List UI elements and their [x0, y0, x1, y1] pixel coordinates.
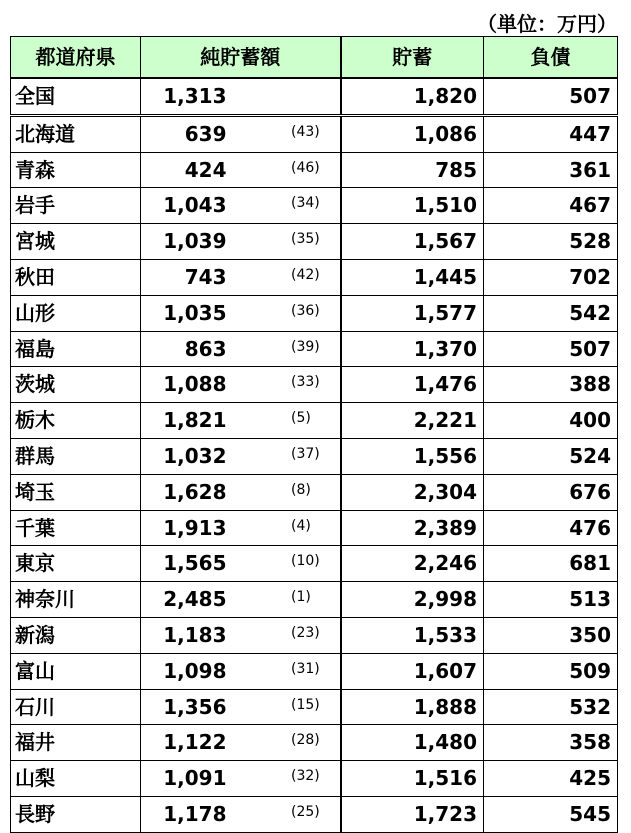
- debt-value: 388: [484, 367, 618, 403]
- national-net-cell: [141, 78, 341, 115]
- debt-value: 358: [484, 725, 618, 761]
- pref-name: 石川: [11, 689, 141, 725]
- net-cell: [141, 295, 341, 331]
- pref-name: 秋田: [11, 259, 141, 295]
- pref-name: 富山: [11, 653, 141, 689]
- table-row: [11, 152, 618, 188]
- table-row: [11, 188, 618, 224]
- net-cell: [141, 653, 341, 689]
- savings-value: 1,607: [341, 653, 484, 689]
- net-cell: [141, 438, 341, 474]
- debt-value: 400: [484, 403, 618, 439]
- debt-value: 350: [484, 617, 618, 653]
- net-rank: ( 4 ): [291, 509, 311, 544]
- net-value: 1,035: [163, 300, 227, 325]
- header-pref: 都道府県: [11, 37, 141, 79]
- national-debt: 507: [484, 78, 618, 115]
- table-row: [11, 474, 618, 510]
- table-row: [11, 510, 618, 546]
- net-rank: ( 37 ): [291, 437, 320, 472]
- net-cell: [141, 188, 341, 224]
- pref-name: 神奈川: [11, 582, 141, 618]
- header-debt: 負債: [484, 37, 618, 79]
- table-row: [11, 259, 618, 295]
- national-name: 全国: [11, 78, 141, 115]
- net-rank: ( 33 ): [291, 365, 320, 400]
- net-cell: [141, 546, 341, 582]
- table-row: [11, 115, 618, 152]
- pref-name: 山形: [11, 295, 141, 331]
- net-rank: ( 32 ): [291, 759, 320, 794]
- net-value: 1,098: [163, 658, 227, 683]
- debt-value: 681: [484, 546, 618, 582]
- pref-name: 福井: [11, 725, 141, 761]
- net-value: 424: [184, 157, 227, 182]
- debt-value: 532: [484, 689, 618, 725]
- pref-name: 群馬: [11, 438, 141, 474]
- net-value: 1,039: [163, 229, 227, 254]
- savings-value: 1,476: [341, 367, 484, 403]
- net-value: 743: [184, 264, 227, 289]
- savings-value: 1,888: [341, 689, 484, 725]
- national-savings: 1,820: [341, 78, 484, 115]
- net-cell: [141, 689, 341, 725]
- net-value: 1,565: [163, 551, 227, 576]
- debt-value: 361: [484, 152, 618, 188]
- unit-note: （単位：万円）: [477, 12, 617, 36]
- savings-value: 1,556: [341, 438, 484, 474]
- net-cell: [141, 403, 341, 439]
- savings-value: 1,370: [341, 331, 484, 367]
- net-rank: ( 31 ): [291, 652, 320, 687]
- debt-value: 545: [484, 796, 618, 832]
- net-value: 639: [184, 121, 227, 146]
- table-row: [11, 617, 618, 653]
- debt-value: 509: [484, 653, 618, 689]
- header-row: [11, 37, 618, 79]
- pref-name: 岩手: [11, 188, 141, 224]
- net-value: 1,183: [163, 622, 227, 647]
- pref-name: 青森: [11, 152, 141, 188]
- net-value: 1,122: [163, 730, 227, 755]
- net-value: 1,043: [163, 193, 227, 218]
- savings-value: 2,389: [341, 510, 484, 546]
- savings-value: 1,510: [341, 188, 484, 224]
- net-cell: [141, 259, 341, 295]
- debt-value: 528: [484, 224, 618, 260]
- net-rank: ( 10 ): [291, 544, 320, 579]
- debt-value: 447: [484, 115, 618, 152]
- savings-value: 1,723: [341, 796, 484, 832]
- savings-value: 1,086: [341, 115, 484, 152]
- debt-value: 476: [484, 510, 618, 546]
- pref-name: 北海道: [11, 115, 141, 152]
- pref-name: 茨城: [11, 367, 141, 403]
- debt-value: 507: [484, 331, 618, 367]
- net-value: 1,088: [163, 372, 227, 397]
- header-net: 純貯蓄額: [141, 37, 341, 79]
- net-value: 1,178: [163, 801, 227, 826]
- table-row: [11, 546, 618, 582]
- net-rank: ( 28 ): [291, 723, 320, 758]
- national-net: 1,313: [163, 84, 227, 108]
- debt-value: 542: [484, 295, 618, 331]
- table-row: [11, 796, 618, 832]
- pref-name: 栃木: [11, 403, 141, 439]
- net-rank: ( 1 ): [291, 580, 311, 615]
- table-row: [11, 295, 618, 331]
- table-row: [11, 582, 618, 618]
- net-value: 2,485: [163, 587, 227, 612]
- debt-value: 467: [484, 188, 618, 224]
- savings-value: 1,533: [341, 617, 484, 653]
- debt-value: 513: [484, 582, 618, 618]
- pref-name: 長野: [11, 796, 141, 832]
- net-cell: [141, 115, 341, 152]
- net-cell: [141, 224, 341, 260]
- table-row: [11, 367, 618, 403]
- savings-value: 1,577: [341, 295, 484, 331]
- net-cell: [141, 152, 341, 188]
- savings-value: 1,567: [341, 224, 484, 260]
- savings-value: 1,445: [341, 259, 484, 295]
- debt-value: 676: [484, 474, 618, 510]
- net-value: 1,091: [163, 766, 227, 791]
- net-value: 1,356: [163, 694, 227, 719]
- pref-name: 新潟: [11, 617, 141, 653]
- table-row: [11, 653, 618, 689]
- savings-value: 1,516: [341, 761, 484, 797]
- table-row: [11, 689, 618, 725]
- net-value: 1,821: [163, 408, 227, 433]
- net-rank: ( 35 ): [291, 222, 320, 257]
- pref-name: 山梨: [11, 761, 141, 797]
- net-cell: [141, 725, 341, 761]
- debt-value: 702: [484, 259, 618, 295]
- table-row: [11, 761, 618, 797]
- savings-value: 2,246: [341, 546, 484, 582]
- net-value: 1,628: [163, 479, 227, 504]
- pref-name: 福島: [11, 331, 141, 367]
- savings-table: [10, 36, 618, 833]
- net-rank: ( 5 ): [291, 401, 311, 436]
- savings-value: 2,304: [341, 474, 484, 510]
- savings-value: 2,998: [341, 582, 484, 618]
- net-cell: [141, 331, 341, 367]
- net-cell: [141, 761, 341, 797]
- debt-value: 425: [484, 761, 618, 797]
- net-rank: ( 42 ): [291, 258, 320, 293]
- savings-value: 785: [341, 152, 484, 188]
- net-rank: ( 43 ): [291, 115, 320, 150]
- net-cell: [141, 617, 341, 653]
- net-rank: ( 46 ): [291, 151, 320, 186]
- table-row: [11, 403, 618, 439]
- net-value: 1,913: [163, 515, 227, 540]
- net-value: 863: [184, 336, 227, 361]
- table-row: [11, 224, 618, 260]
- pref-name: 埼玉: [11, 474, 141, 510]
- debt-value: 524: [484, 438, 618, 474]
- net-cell: [141, 510, 341, 546]
- pref-name: 宮城: [11, 224, 141, 260]
- header-savings: 貯蓄: [341, 37, 484, 79]
- national-row: [11, 78, 618, 115]
- savings-value: 2,221: [341, 403, 484, 439]
- net-rank: ( 34 ): [291, 186, 320, 221]
- net-cell: [141, 367, 341, 403]
- pref-name: 東京: [11, 546, 141, 582]
- net-rank: ( 25 ): [291, 795, 320, 830]
- net-rank: ( 36 ): [291, 294, 320, 329]
- net-rank: ( 23 ): [291, 616, 320, 651]
- net-rank: ( 15 ): [291, 688, 320, 723]
- pref-name: 千葉: [11, 510, 141, 546]
- net-cell: [141, 582, 341, 618]
- net-value: 1,032: [163, 443, 227, 468]
- table-row: [11, 438, 618, 474]
- net-cell: [141, 796, 341, 832]
- net-cell: [141, 474, 341, 510]
- net-rank: ( 8 ): [291, 473, 311, 508]
- savings-value: 1,480: [341, 725, 484, 761]
- table-row: [11, 331, 618, 367]
- table-row: [11, 725, 618, 761]
- net-rank: ( 39 ): [291, 330, 320, 365]
